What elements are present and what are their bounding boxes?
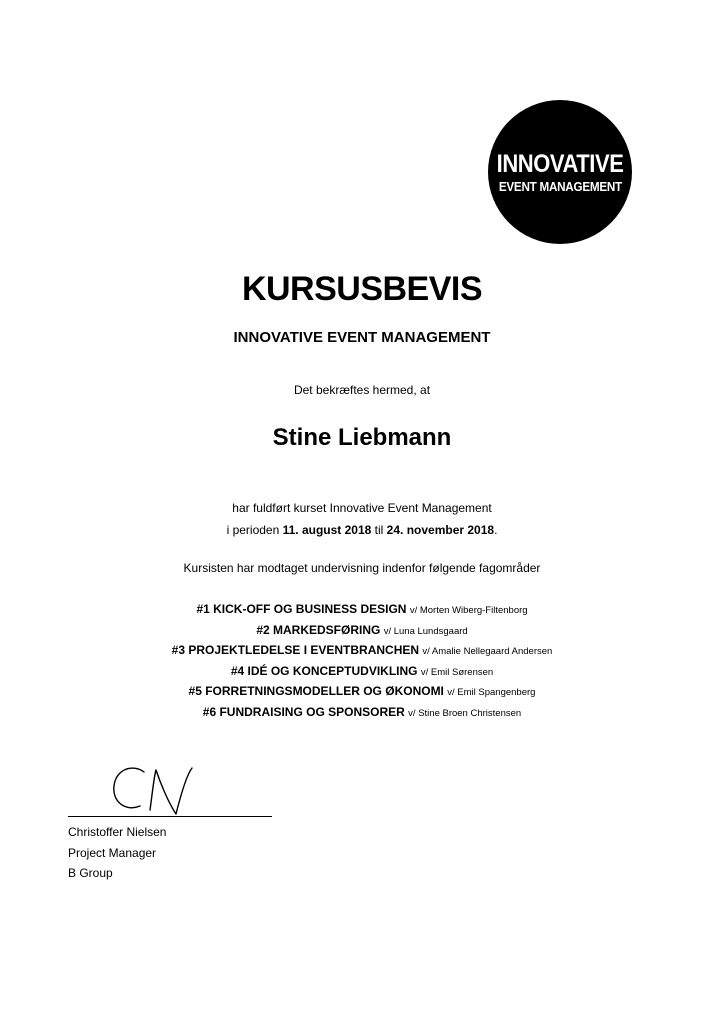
company-logo [488, 100, 632, 244]
module-teacher: v/ Morten Wiberg-Filtenborg [409, 605, 528, 616]
logo-line-2: EVENT MANAGEMENT [498, 178, 622, 194]
certificate-subtitle: INNOVATIVE EVENT MANAGEMENT [233, 329, 491, 346]
period-prefix: i perioden [226, 523, 283, 537]
handwritten-signature [100, 762, 210, 822]
subject-areas-intro: Kursisten har modtaget undervisning indenfor følgende fagområder [183, 561, 541, 575]
completion-statement [0, 497, 724, 541]
module-name: #5 FORRETNINGSMODELLER OG ØKONOMI [188, 684, 444, 698]
period-line [0, 519, 724, 541]
module-name: #4 IDÉ OG KONCEPTUDVIKLING [230, 663, 418, 678]
module-item [0, 640, 724, 661]
module-item [0, 681, 724, 702]
certificate-title: KURSUSBEVIS [241, 270, 483, 308]
period-suffix: . [494, 523, 498, 537]
module-list [0, 599, 724, 722]
module-teacher: v/ Emil Spangenberg [447, 687, 536, 698]
module-name: #2 MARKEDSFØRING [256, 622, 381, 637]
module-teacher: v/ Stine Broen Christensen [408, 707, 522, 719]
period-connector: til [371, 523, 387, 537]
signer-name: Christoffer Nielsen [68, 825, 167, 839]
recipient-name: Stine Liebmann [272, 424, 452, 451]
module-name: #1 KICK-OFF OG BUSINESS DESIGN [196, 602, 407, 616]
period-start-date: 11. august 2018 [282, 523, 372, 537]
period-end-date: 24. november 2018 [386, 523, 495, 537]
signer-block [68, 822, 166, 884]
module-name: #6 FUNDRAISING OG SPONSORER [202, 704, 405, 719]
module-item [0, 702, 724, 723]
module-item [0, 620, 724, 641]
module-teacher: v/ Emil Sørensen [420, 666, 494, 678]
module-name: #3 PROJEKTLEDELSE I EVENTBRANCHEN [171, 643, 420, 657]
confirmation-text: Det bekræftes hermed, at [293, 383, 431, 397]
logo-line-1: INNOVATIVE [496, 149, 624, 178]
module-teacher: v/ Amalie Nellegaard Andersen [422, 646, 553, 657]
module-item [0, 661, 724, 682]
signer-role: Project Manager [68, 845, 157, 860]
completion-line: har fuldført kurset Innovative Event Management [232, 501, 492, 515]
signature-line [68, 816, 272, 817]
signer-company: B Group [68, 866, 113, 880]
module-teacher: v/ Luna Lundsgaard [383, 625, 468, 637]
module-item [0, 599, 724, 620]
